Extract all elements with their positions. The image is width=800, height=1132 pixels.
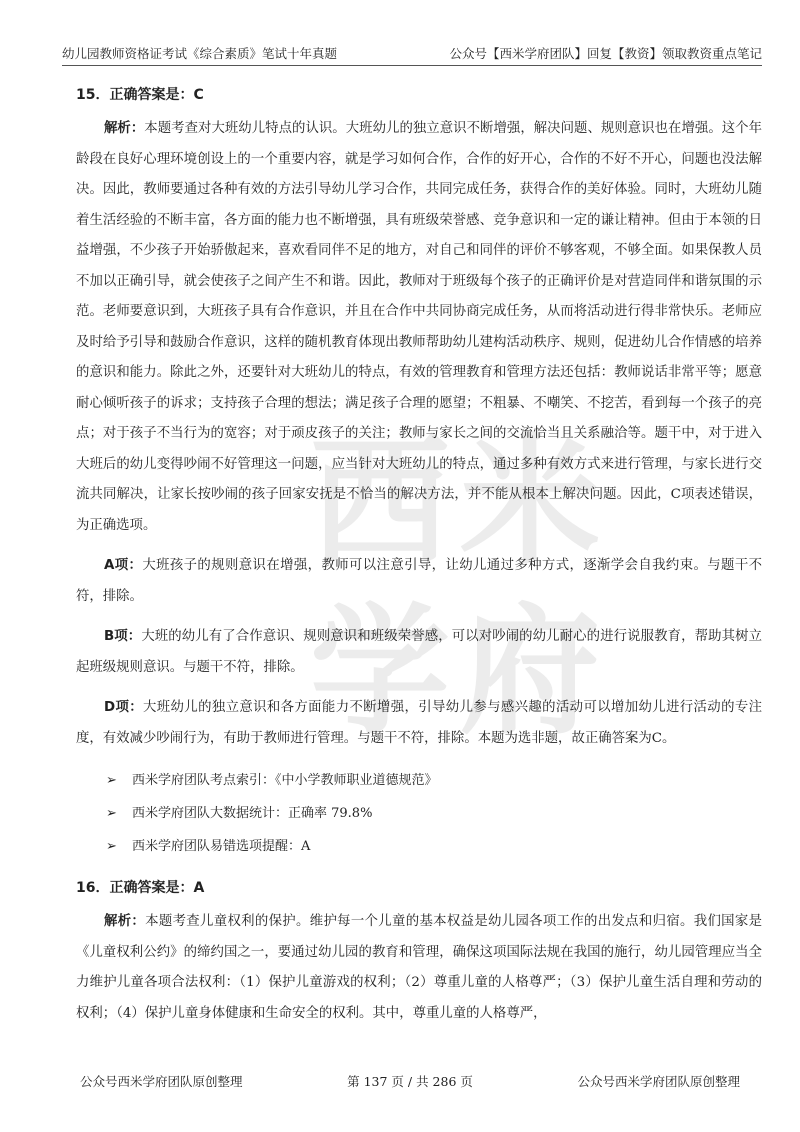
q15-option-a	[76, 551, 762, 612]
q16-analysis	[76, 907, 762, 1029]
footer-right: 公众号西米学府团队原创整理	[577, 1074, 740, 1089]
q15-option-d-text: 大班幼儿的独立意识和各方面能力不断增强，引导幼儿参与感兴趣的活动可以增加幼儿进行活动的专注度，有效减少吵闹行为，有助于教师进行管理。与题干不符，排除。本题为选非题，故正确答案为C。	[76, 700, 762, 746]
q15-bullet-stats	[76, 797, 762, 830]
page-footer	[80, 1072, 740, 1090]
q15-analysis-text: 本题考查对大班幼儿特点的认识。大班幼儿的独立意识不断增强，解决问题、规则意识也在增强。这个年龄段在良好心理环境创设上的一个重要内容，就是学习如何合作，合作的好开心，合作的不好不开心，问题也没法解决。因此，教师要通过各种有效的方法引导幼儿学习合作，共同完成任务，获得合作的美好体验。同时，大班幼儿随着生活经验的不断丰富，各方面的能力也不断增强，具有班级荣誉感、竞争意识和一定的谦让精神。但由于本领的日益增强，不少孩子开始骄傲起来，喜欢看同伴不足的地方，对自己和同伴的评价不够客观，不够全面。如果保教人员不加以正确引导，就会使孩子之间产生不和谐。因此，教师对于班级每个孩子的正确评价是对营造同伴和谐氛围的示范。老师要意识到，大班孩子具有合作意识，并且在合作中共同协商完成任务，从而将活动进行得非常快乐。老师应及时给予引导和鼓励合作意识，这样的随机教育体现出教师帮助幼儿建构活动秩序、规则，促进幼儿合作情感的培养的意识和能力。除此之外，还要针对大班幼儿的特点，有效的管理教育和管理方法还包括：教师说话非常平等；愿意耐心倾听孩子的诉求；支持孩子合理的想法；满足孩子合理的愿望；不粗暴、不嘲笑、不挖苦，看到每一个孩子的亮点；对于孩子不当行为的宽容；对于顽皮孩子的关注；教师与家长之间的交流恰当且关系融洽等。题干中，对于进入大班后的幼儿变得吵闹不好管理这一问题，应当针对大班幼儿的特点，通过多种有效方式来进行管理，与家长进行交流共同解决，让家长按吵闹的孩子回家安抚是不恰当的解决方法，并不能从根本上解决问题。因此，C项表述错误，为正确选项。	[76, 121, 763, 533]
bullet-text: 西米学府团队考点索引：《中小学教师职业道德规范》	[132, 773, 438, 788]
q16-analysis-text: 本题考查儿童权利的保护。维护每一个儿童的基本权益是幼儿园各项工作的出发点和归宿。我们国家是《儿童权利公约》的缔约国之一，要通过幼儿园的教育和管理，确保这项国际法规在我国的施行，幼儿园管理应当全力维护儿童各项合法权利：（1）保护儿童游戏的权利；（2）尊重儿童的人格尊严；（3）保护儿童生活自理和劳动的权利；（4）保护儿童身体健康和生命安全的权利。其中，尊重儿童的人格尊严，	[76, 914, 763, 1021]
q15-option-b-text: 大班的幼儿有了合作意识、规则意识和班级荣誉感，可以对吵闹的幼儿耐心的进行说服教育，帮助其树立起班级规则意识。与题干不符，排除。	[76, 629, 762, 675]
page-content	[76, 74, 762, 1029]
watermark-char-1: 西	[310, 421, 451, 584]
q15-option-d-label: D项：	[104, 700, 144, 715]
header-title: 幼儿园教师资格证考试《综合素质》笔试十年真题	[62, 46, 338, 61]
watermark-char-2: 米	[460, 421, 600, 584]
arrow-bullet-icon: ➢	[106, 773, 117, 788]
q16-analysis-label: 解析：	[104, 914, 146, 929]
arrow-bullet-icon: ➢	[106, 806, 117, 821]
q15-option-a-text: 大班孩子的规则意识在增强，教师可以注意引导，让幼儿通过多种方式，逐渐学会自我约束。与题干不符，排除。	[76, 558, 762, 604]
bullet-text: 西米学府团队大数据统计：正确率 79.8%	[132, 806, 373, 821]
q15-bullet-index	[76, 764, 762, 797]
q15-option-b	[76, 622, 762, 683]
q15-title: 15．正确答案是：C	[76, 87, 204, 103]
watermark-char-3: 学	[310, 591, 451, 750]
bullet-text: 西米学府团队易错选项提醒：A	[132, 839, 311, 854]
footer-left: 公众号西米学府团队原创整理	[80, 1074, 243, 1089]
page-header	[62, 40, 762, 66]
page-number: 第 137 页 / 共 286 页	[347, 1074, 473, 1089]
q15-option-b-label: B项：	[104, 629, 142, 644]
header-promo: 公众号【西米学府团队】回复【教资】领取教资重点笔记	[449, 46, 762, 61]
q15-option-a-label: A项：	[104, 558, 143, 573]
q15-analysis-label: 解析：	[104, 121, 145, 136]
q16-title: 16．正确答案是：A	[76, 880, 205, 896]
watermark-char-4: 府	[460, 591, 600, 750]
q15-bullet-errors	[76, 830, 762, 863]
arrow-bullet-icon: ➢	[106, 839, 117, 854]
q15-option-d	[76, 693, 762, 754]
q15-analysis	[76, 114, 762, 541]
